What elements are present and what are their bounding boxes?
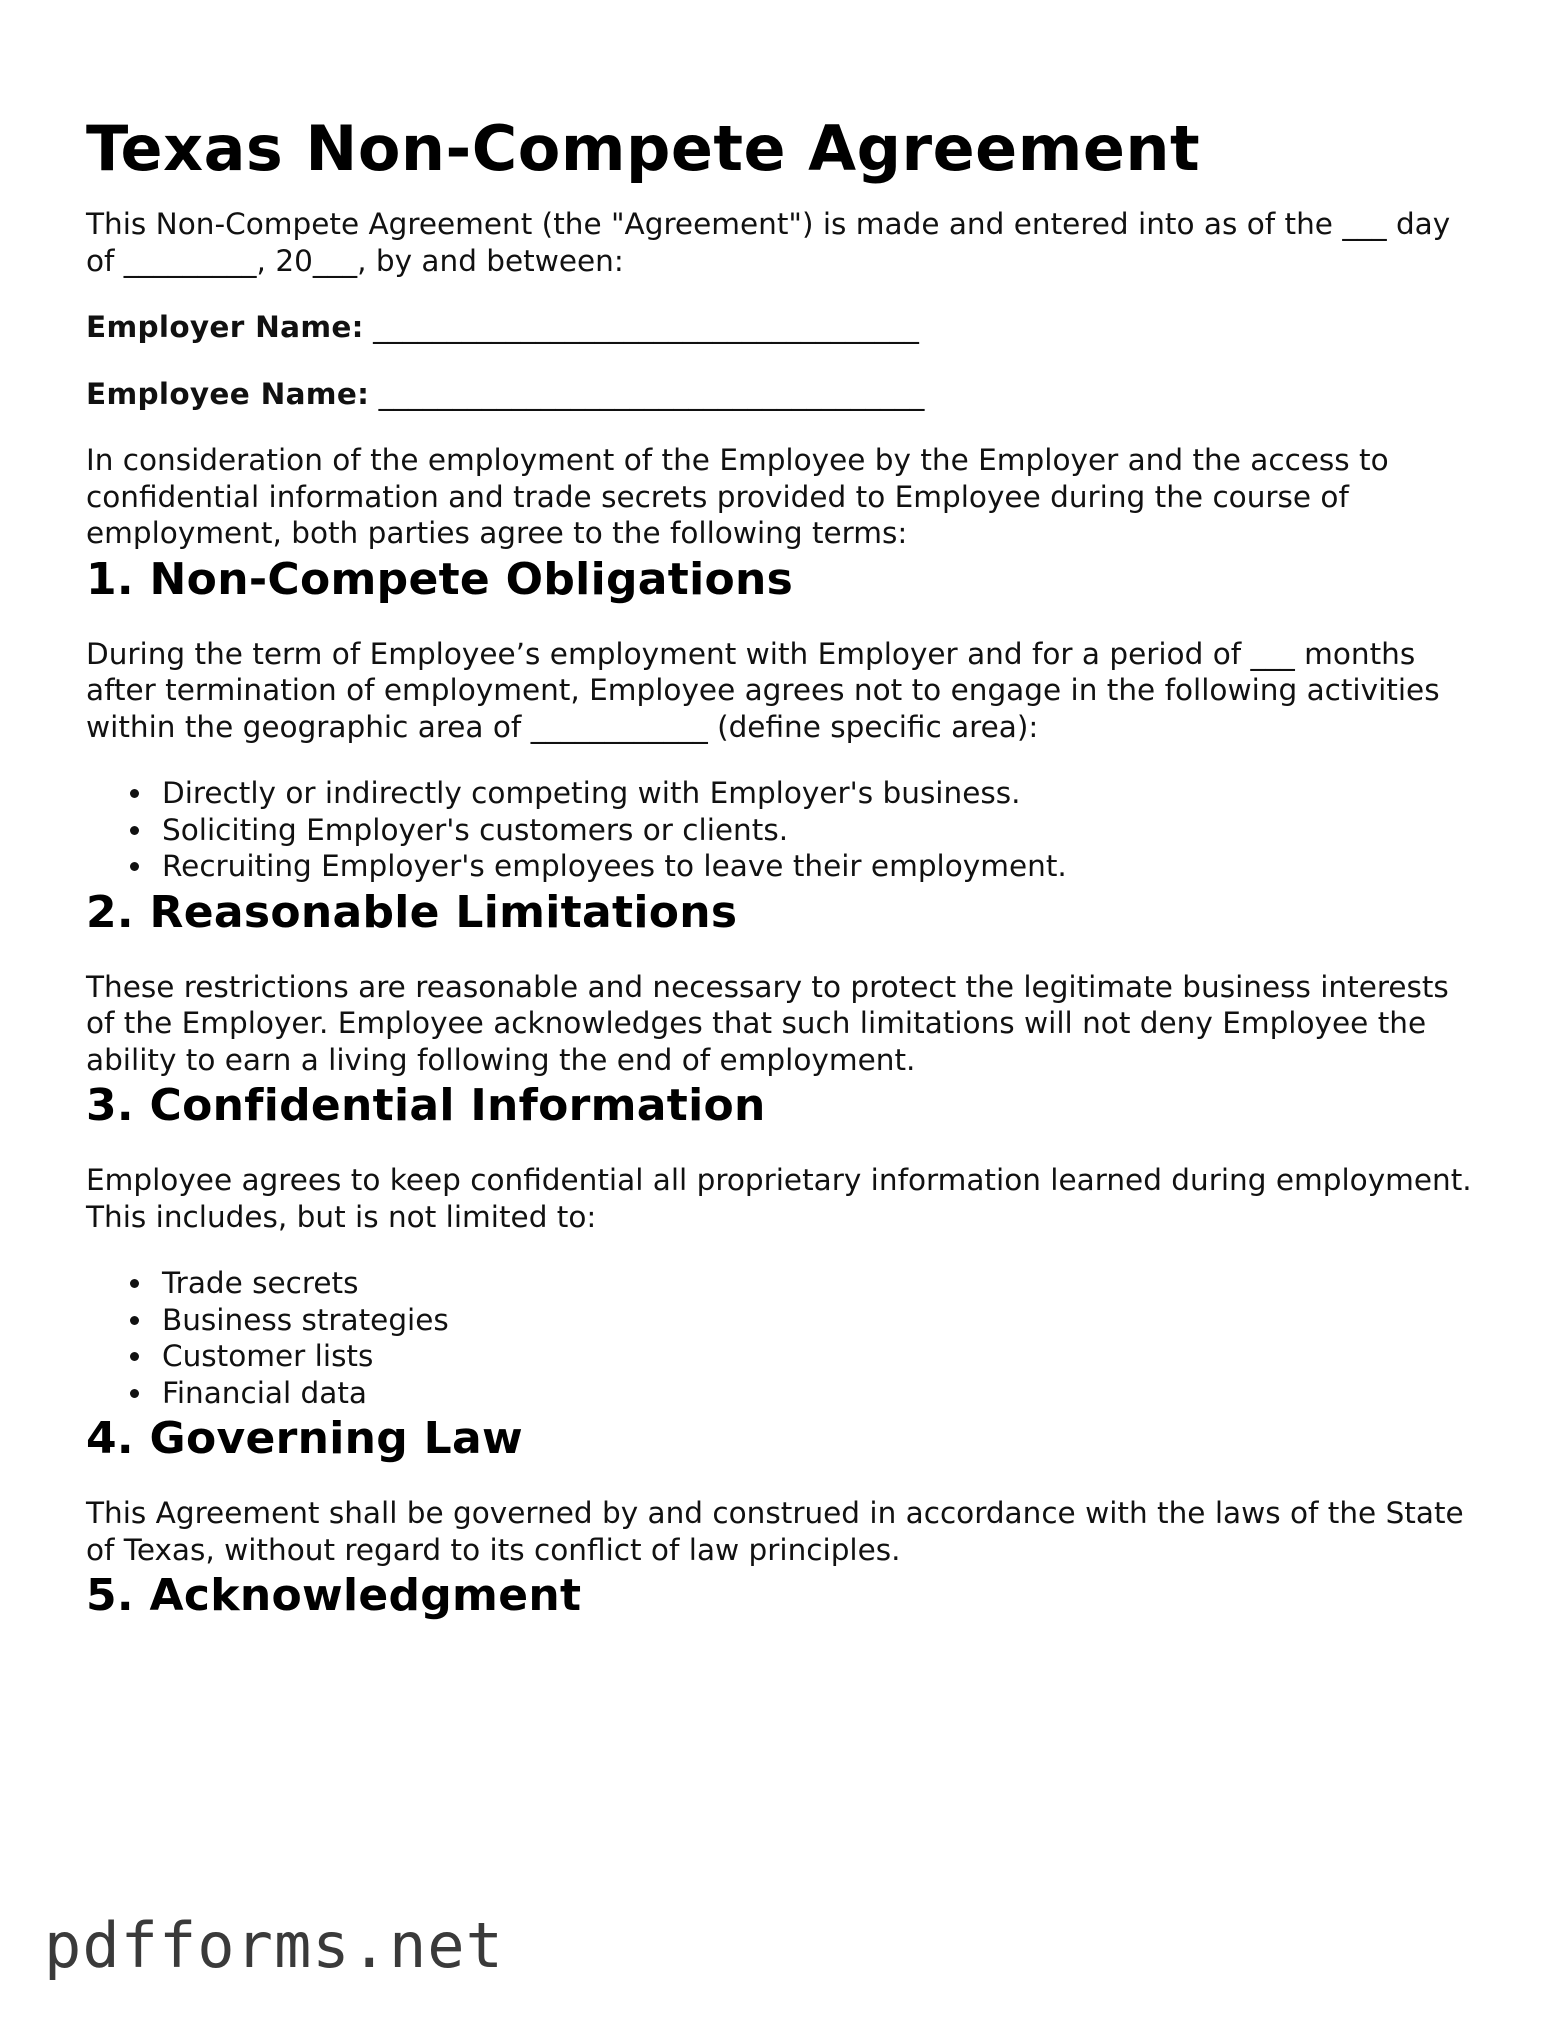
- list-item: Trade secrets: [130, 1265, 1486, 1302]
- section-body-governing-law: This Agreement shall be governed by and construed in accordance with the laws of the State of Texas, without regard to its conflict of law principles.: [86, 1496, 1464, 1567]
- employer-name-field: [86, 309, 1486, 346]
- employee-name-field: [86, 376, 1486, 413]
- employer-name-label: Employer Name:: [86, 310, 364, 344]
- section-heading-non-compete: 1. Non-Compete Obligations: [86, 553, 794, 605]
- employer-name-blank: _____________________________________: [373, 310, 919, 344]
- section-heading-governing-law: 4. Governing Law: [86, 1413, 523, 1464]
- bullet-icon: [130, 1279, 139, 1288]
- bullet-icon: [130, 1352, 139, 1361]
- bullet-icon: [130, 826, 139, 835]
- section-heading-acknowledgment: 5. Acknowledgment: [86, 1570, 582, 1621]
- intro-paragraph: This Non-Compete Agreement (the "Agreement") is made and entered into as of the ___ day of _________, 20___, by and between:: [86, 207, 1451, 278]
- bullet-icon: [130, 789, 139, 798]
- list-item: Financial data: [130, 1375, 1486, 1412]
- bullet-icon: [130, 862, 139, 871]
- confidential-items-list: [86, 1265, 1486, 1411]
- list-item: Soliciting Employer's customers or clients.: [130, 812, 1486, 849]
- employee-name-label: Employee Name:: [86, 376, 370, 411]
- bullet-icon: [130, 1316, 139, 1325]
- list-item: Directly or indirectly competing with Employer's business.: [130, 775, 1486, 812]
- section-body-confidential-information: Employee agrees to keep confidential all proprietary information learned during employment. This includes, but is not limited to:: [86, 1163, 1472, 1234]
- list-item: Recruiting Employer's employees to leave their employment.: [130, 848, 1486, 885]
- bullet-icon: [130, 1389, 139, 1398]
- watermark-logo: pdfforms.net: [44, 1909, 504, 1982]
- employee-name-blank: _____________________________________: [378, 376, 925, 411]
- document-title: Texas Non-Compete Agreement: [86, 112, 1201, 185]
- list-item: Customer lists: [130, 1338, 1486, 1375]
- consideration-paragraph: In consideration of the employment of the Employee by the Employer and the access to confidential information and trade secrets provided to Employee during the course of employment, both parties agree to the following terms:: [86, 443, 1389, 550]
- section-body-non-compete: During the term of Employee’s employment with Employer and for a period of ___ months after termination of employment, Employee agrees not to engage in the following activities within the geographic area of ____________ (define specific area):: [86, 636, 1440, 744]
- section-body-reasonable-limitations: These restrictions are reasonable and necessary to protect the legitimate business interests of the Employer. Employee acknowledges that such limitations will not deny Employee the ability to earn a living following the end of employment.: [86, 969, 1449, 1077]
- document-content: [86, 104, 1486, 1624]
- non-compete-activities-list: [86, 775, 1486, 885]
- section-heading-reasonable-limitations: 2. Reasonable Limitations: [86, 886, 738, 938]
- list-item: Business strategies: [130, 1302, 1486, 1339]
- section-heading-confidential-information: 3. Confidential Information: [86, 1080, 766, 1131]
